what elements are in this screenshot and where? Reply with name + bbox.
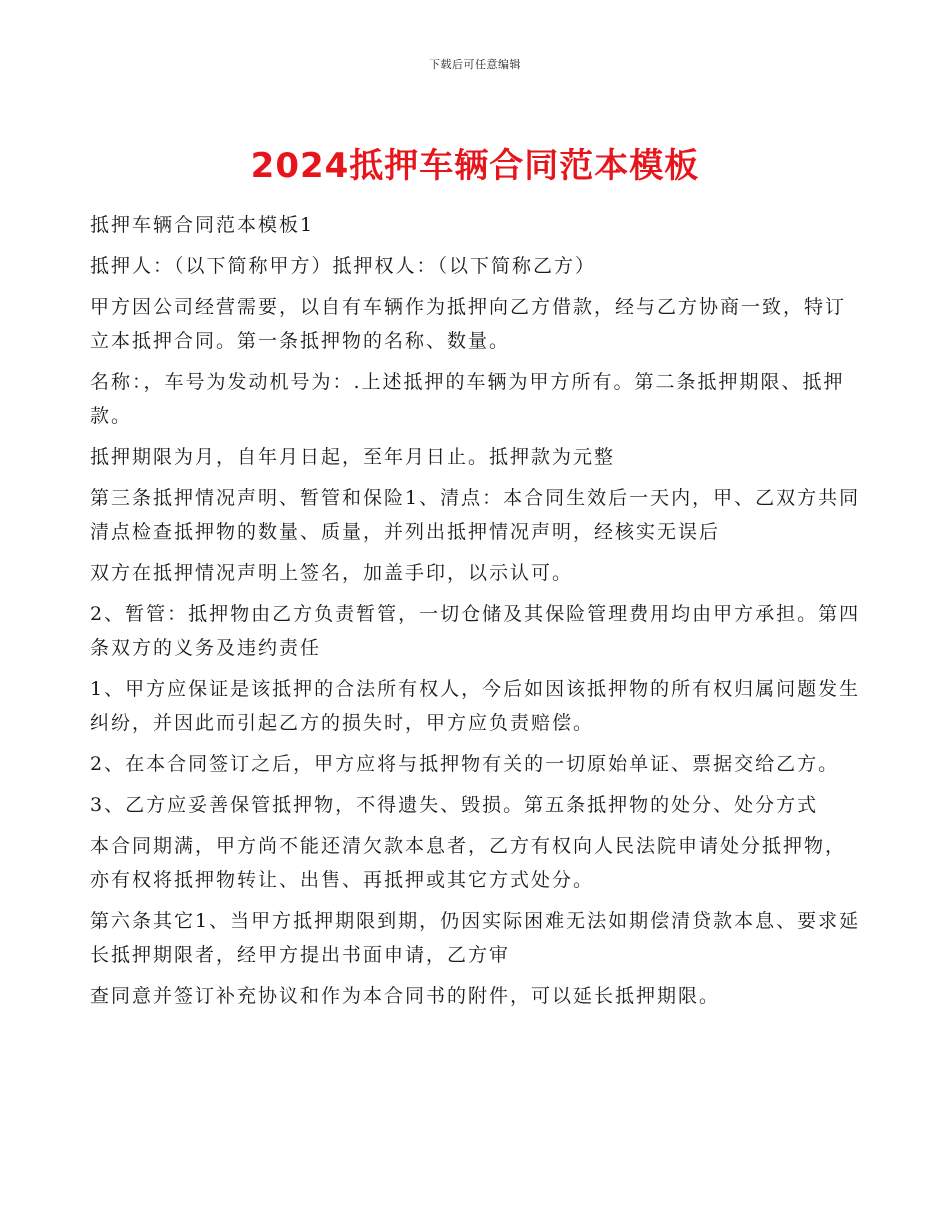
paragraph-obligation-3: 3、乙方应妥善保管抵押物，不得遗失、毁损。第五条抵押物的处分、处分方式: [90, 794, 819, 816]
paragraph-signature: 双方在抵押情况声明上签名，加盖手印，以示认可。: [90, 562, 574, 584]
paragraph-extension: 查同意并签订补充协议和作为本合同书的附件，可以延长抵押期限。: [90, 985, 721, 1007]
paragraph-purpose: 甲方因公司经营需要，以自有车辆作为抵押向乙方借款，经与乙方协商一致，特订立本抵押合同。第一条抵押物的名称、数量。: [90, 296, 847, 352]
paragraph-parties: 抵押人：（以下简称甲方）抵押权人：（以下简称乙方）: [90, 255, 597, 277]
paragraph-disposal: 本合同期满，甲方尚不能还清欠款本息者，乙方有权向人民法院申请处分抵押物，亦有权将抵押物转让、出售、再抵押或其它方式处分。: [90, 835, 847, 891]
document-body: [90, 208, 865, 1020]
paragraph-custody: 2、暂管：抵押物由乙方负责暂管，一切仓储及其保险管理费用均由甲方承担。第四条双方的义务及违约责任: [90, 603, 861, 659]
paragraph-obligation-1: 1、甲方应保证是该抵押的合法所有权人，今后如因该抵押物的所有权归属问题发生纠纷，并因此而引起乙方的损失时，甲方应负责赔偿。: [90, 678, 861, 734]
paragraph-article-3: 第三条抵押情况声明、暂管和保险1、清点：本合同生效后一天内，甲、乙双方共同清点检查抵押物的数量、质量，并列出抵押情况声明，经核实无误后: [90, 487, 861, 543]
paragraph-obligation-2: 2、在本合同签订之后，甲方应将与抵押物有关的一切原始单证、票据交给乙方。: [90, 753, 840, 775]
paragraph-subtitle: 抵押车辆合同范本模板1: [90, 214, 315, 236]
paragraph-term: 抵押期限为月，自年月日起，至年月日止。抵押款为元整: [90, 446, 616, 468]
header-note: 下载后可任意编辑: [429, 58, 521, 71]
document-title: 2024抵押车辆合同范本模板: [250, 146, 700, 186]
paragraph-article-6: 第六条其它1、当甲方抵押期限到期，仍因实际困难无法如期偿清贷款本息、要求延长抵押期限者，经甲方提出书面申请，乙方审: [90, 910, 861, 966]
paragraph-vehicle: 名称：，车号为发动机号为：.上述抵押的车辆为甲方所有。第二条抵押期限、抵押款。: [90, 371, 845, 427]
